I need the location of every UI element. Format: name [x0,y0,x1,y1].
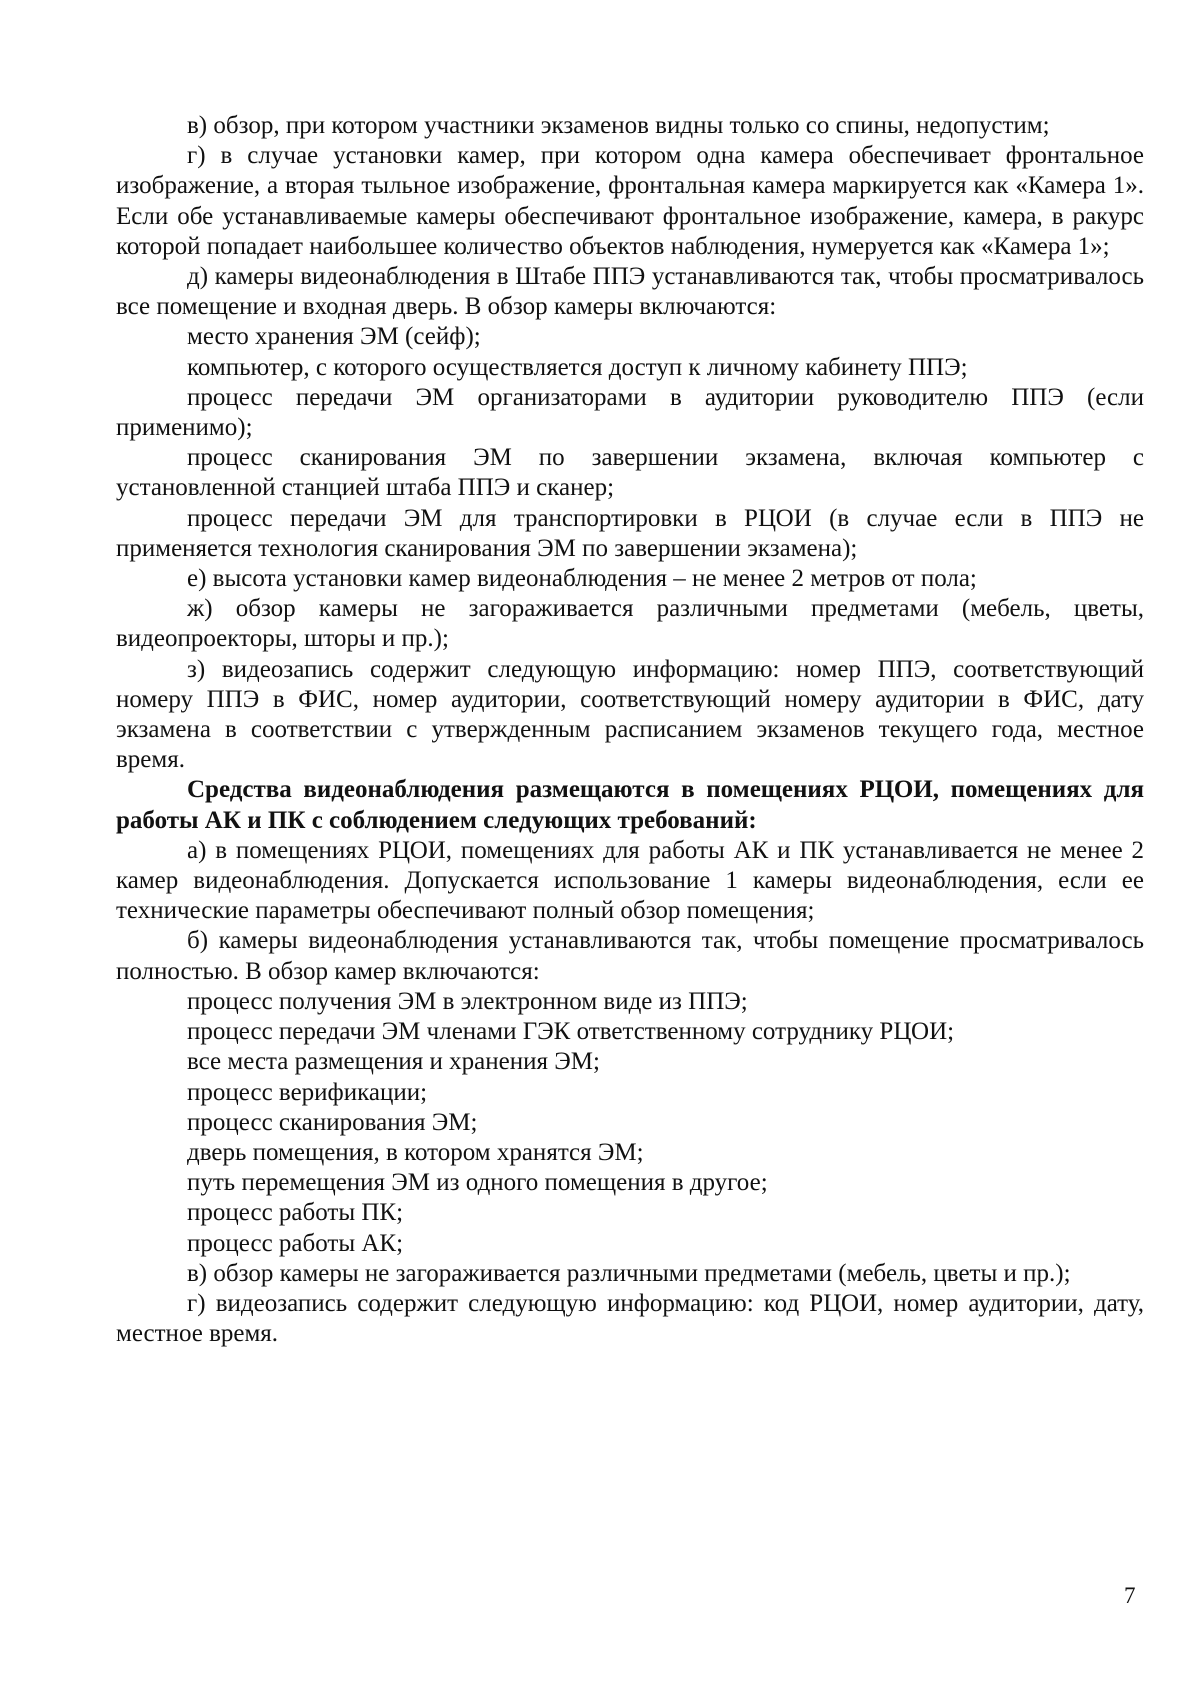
list-item-gek-transfer: процесс передачи ЭМ членами ГЭК ответственному сотруднику РЦОИ; [187,1018,955,1046]
list-item-receiving: процесс получения ЭМ в электронном виде из ППЭ; [187,987,748,1015]
paragraph-g-rcoi-recording-info: г) видеозапись содержит следующую информацию: код РЦОИ, номер аудитории, дату, местное время. [116,1289,1144,1348]
paragraph-z-recording-info: з) видеозапись содержит следующую информацию: номер ППЭ, соответствующий номеру ППЭ в ФИС, номер аудитории, соответствующий номеру аудитории в ФИС, дату экзамена в соответствии с утвержденным расписанием экзаменов текущего года, местное время. [116,655,1144,774]
paragraph-zh-obstruction: ж) обзор камеры не загораживается различными предметами (мебель, цветы, видеопроекторы, шторы и пр.); [116,595,1144,653]
list-item-scanning-em: процесс сканирования ЭМ; [187,1108,478,1136]
paragraph-b-rcoi-coverage: б) камеры видеонаблюдения устанавливаются так, чтобы помещение просматривалось полностью. В обзор камер включаются: [116,927,1144,985]
list-item-scanning: процесс сканирования ЭМ по завершении экзамена, включая компьютер с установленной станцией штаба ППЭ и сканер; [116,444,1144,502]
list-item-movement-path: путь перемещения ЭМ из одного помещения в другое; [187,1169,768,1197]
paragraph-d-hq-cameras: д) камеры видеонаблюдения в Штабе ППЭ устанавливаются так, чтобы просматривалось все помещение и входная дверь. В обзор камеры включаются: [116,263,1144,321]
document-body [116,111,1144,1349]
list-item-door: дверь помещения, в котором хранятся ЭМ; [187,1138,644,1166]
paragraph-a-rcoi-cameras: а) в помещениях РЦОИ, помещениях для работы АК и ПК устанавливается не менее 2 камер видеонаблюдения. Допускается использование 1 камеры видеонаблюдения, если ее технические параметры обеспечивают полный обзор помещения; [116,836,1144,925]
page-number: 7 [1124,1583,1136,1608]
list-item-transport: процесс передачи ЭМ для транспортировки в РЦОИ (в случае если в ППЭ не применяется технология сканирования ЭМ по завершении экзамена); [116,504,1144,562]
paragraph-v-rcoi-obstruction: в) обзор камеры не загораживается различными предметами (мебель, цветы и пр.); [187,1259,1071,1287]
list-item-safe: место хранения ЭМ (сейф); [187,323,481,351]
paragraph-g-camera-numbering: г) в случае установки камер, при котором одна камера обеспечивает фронтальное изображение, а вторая тыльное изображение, фронтальная камера маркируется как «Камера 1». Если обе устанавливаемые камеры обеспечивают фронтальное изображение, камера, в ракурс которой попадает наибольшее количество объектов наблюдения, нумеруется как «Камера 1»; [116,142,1144,260]
paragraph-v-rear-view: в) обзор, при котором участники экзаменов видны только со спины, недопустим; [187,112,1050,139]
list-item-storage: все места размещения и хранения ЭМ; [187,1048,600,1076]
paragraph-e-height: е) высота установки камер видеонаблюдения – не менее 2 метров от пола; [187,565,977,593]
list-item-computer: компьютер, с которого осуществляется доступ к личному кабинету ППЭ; [187,353,968,381]
section-heading-rcoi: Средства видеонаблюдения размещаются в помещениях РЦОИ, помещениях для работы АК и ПК с соблюдением следующих требований: [116,776,1144,834]
list-item-transfer-to-head: процесс передачи ЭМ организаторами в аудитории руководителю ППЭ (если применимо); [116,383,1144,442]
list-item-pk-work: процесс работы ПК; [187,1199,404,1227]
list-item-ak-work: процесс работы АК; [187,1229,404,1257]
list-item-verification: процесс верификации; [187,1078,428,1106]
